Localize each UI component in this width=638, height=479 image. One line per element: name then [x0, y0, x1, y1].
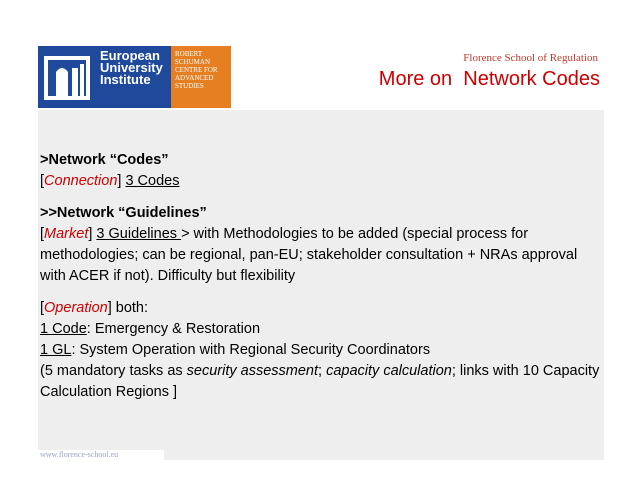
guidelines-heading: >>Network “Guidelines” — [40, 205, 207, 221]
eui-logo-text: European University Institute — [100, 48, 163, 87]
op-code-text: : Emergency & Restoration — [86, 321, 261, 337]
slide — [38, 44, 604, 460]
operation-tag: Operation — [44, 300, 108, 316]
op-gl-link[interactable]: 1 GL — [40, 342, 72, 358]
bracket-close: ] — [88, 226, 97, 242]
market-tag: Market — [44, 226, 89, 242]
connection-tag: Connection — [44, 173, 118, 189]
school-name: Florence School of Regulation — [463, 52, 598, 64]
header — [38, 44, 604, 110]
slide-body — [40, 150, 600, 403]
operation-line — [40, 298, 600, 319]
eui-emblem-icon — [42, 52, 92, 104]
op-gl-line — [40, 340, 600, 361]
codes-link[interactable]: 3 Codes — [125, 173, 180, 189]
tasks-c: ; — [318, 363, 327, 379]
tasks-e: ; links with 10 Capacity Calculation Regions ] — [40, 363, 600, 400]
rsc-logo — [171, 46, 231, 108]
op-code-line — [40, 319, 600, 340]
guidelines-link[interactable]: 3 Guidelines — [96, 226, 182, 242]
bracket-open: [ — [40, 226, 45, 242]
market-text: > with Methodologies to be added (special process for methodologies; can be regional, pan-EU; stakeholder consultation + NRAs approval with ACER if not). Difficulty but flexibility — [40, 226, 578, 284]
codes-heading: >Network “Codes” — [40, 152, 169, 168]
tasks-a: (5 mandatory tasks as — [40, 363, 187, 379]
rsc-logo-text: ROBERT SCHUMAN CENTRE FOR ADVANCED STUDIES — [175, 50, 218, 90]
tasks-paragraph — [40, 361, 600, 403]
capacity-calculation: capacity calculation — [326, 363, 452, 379]
footer-url[interactable]: www.florence-school.eu — [38, 450, 164, 460]
slide-title: More on Network Codes — [378, 68, 600, 90]
bracket-open: [ — [40, 300, 45, 316]
bracket-close: ] — [117, 173, 126, 189]
codes-line — [40, 171, 600, 192]
market-paragraph — [40, 224, 600, 287]
security-assessment: security assessment — [186, 363, 319, 379]
op-code-link[interactable]: 1 Code — [40, 321, 87, 337]
op-gl-text: : System Operation with Regional Security Coordinators — [71, 342, 431, 358]
bracket-open: [ — [40, 173, 45, 189]
operation-both: ] both: — [107, 300, 149, 316]
